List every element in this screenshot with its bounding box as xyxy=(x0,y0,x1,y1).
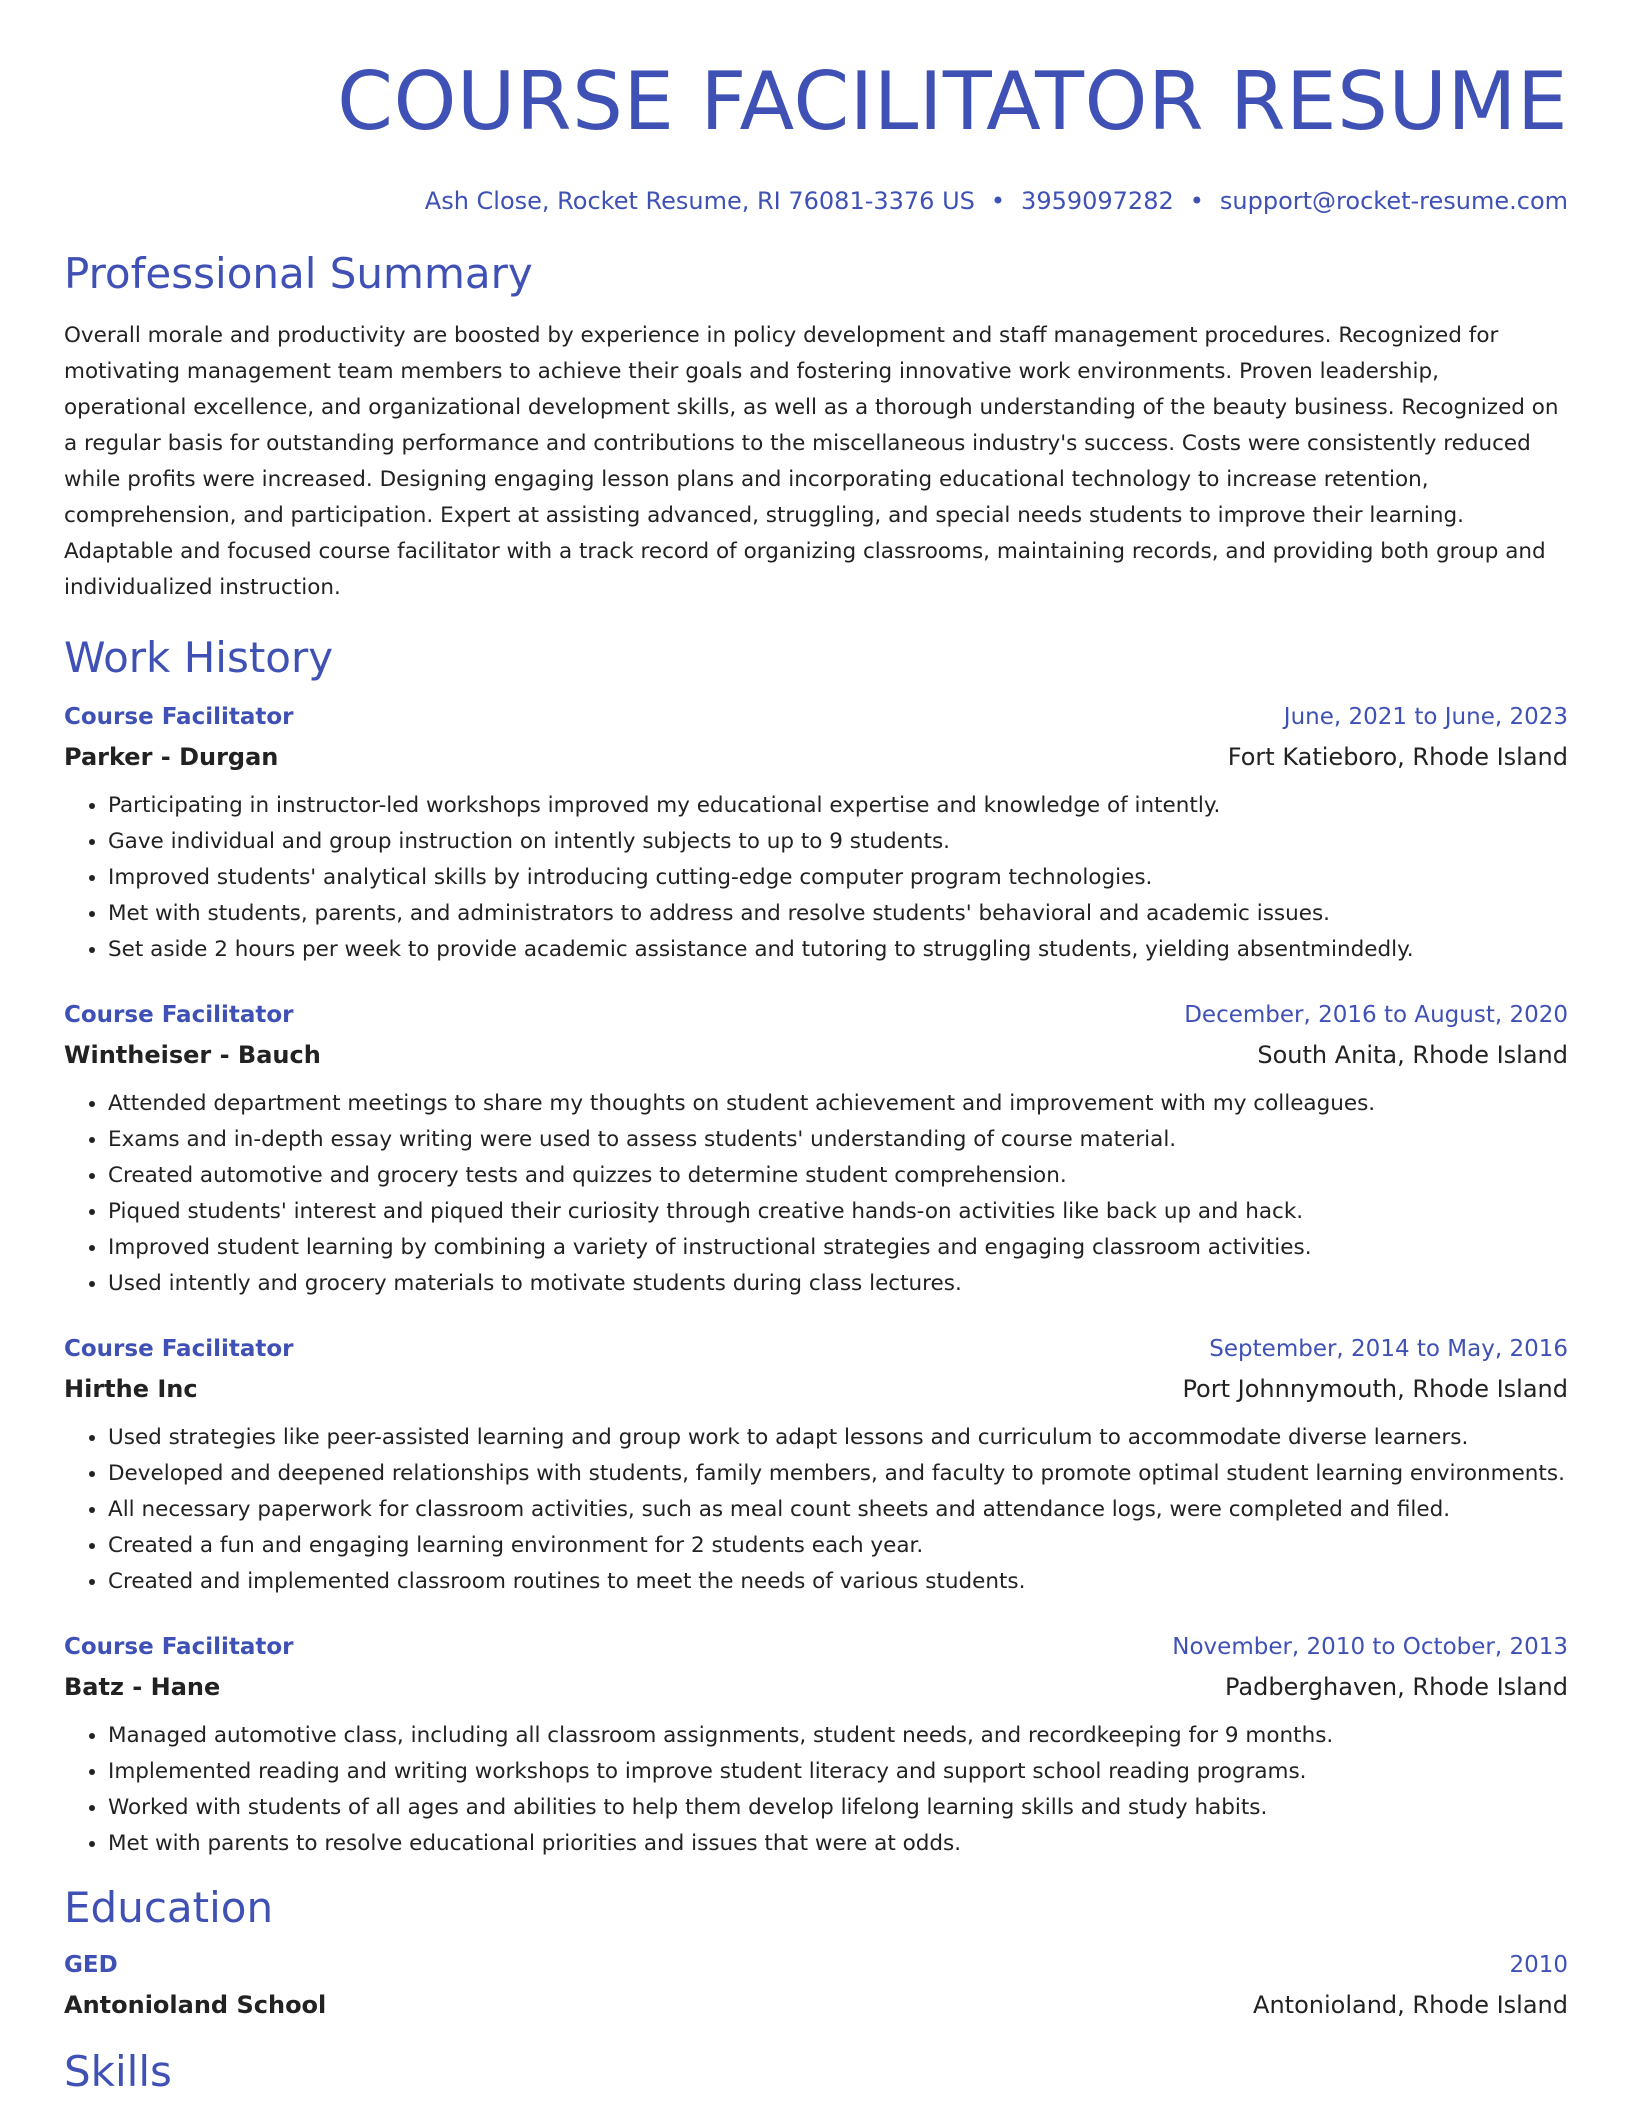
job-title: Course Facilitator xyxy=(64,704,294,730)
education-entry xyxy=(64,1950,1568,2020)
contact-address: Ash Close, Rocket Resume, RI 76081-3376 US xyxy=(424,187,975,215)
education-year: 2010 xyxy=(1509,1952,1568,1978)
education-heading: Education xyxy=(64,1883,274,1932)
job-bullet: • Participating in instructor-led workshops improved my educational expertise and knowledge of intently. xyxy=(108,788,1568,824)
job-bullet: • Implemented reading and writing workshops to improve student literacy and support school reading programs. xyxy=(108,1754,1568,1790)
job-bullet: • Worked with students of all ages and abilities to help them develop lifelong learning skills and study habits. xyxy=(108,1790,1568,1826)
job-bullet: • Exams and in-depth essay writing were used to assess students' understanding of course material. xyxy=(108,1122,1568,1158)
job-bullets xyxy=(64,788,1568,968)
job-location: Padberghaven, Rhode Island xyxy=(1225,1673,1568,1701)
contact-line xyxy=(64,186,1568,216)
job-bullet: • Created a fun and engaging learning environment for 2 students each year. xyxy=(108,1528,1568,1564)
job-location: South Anita, Rhode Island xyxy=(1257,1041,1568,1069)
skills-heading: Skills xyxy=(64,2047,172,2096)
job-title: Course Facilitator xyxy=(64,1634,294,1660)
contact-phone: 3959097282 xyxy=(1021,187,1174,215)
job-bullet: • Used strategies like peer-assisted learning and group work to adapt lessons and curriculum to accommodate diverse learners. xyxy=(108,1420,1568,1456)
resume-title: COURSE FACILITATOR RESUME xyxy=(337,55,1568,148)
job-bullet: • Piqued students' interest and piqued their curiosity through creative hands-on activities like back up and hack. xyxy=(108,1194,1568,1230)
job-entry xyxy=(64,702,1568,968)
job-title: Course Facilitator xyxy=(64,1002,294,1028)
job-entry xyxy=(64,1000,1568,1302)
job-bullet: • Developed and deepened relationships with students, family members, and faculty to promote optimal student learning environments. xyxy=(108,1456,1568,1492)
job-bullet: • Created and implemented classroom routines to meet the needs of various students. xyxy=(108,1564,1568,1600)
job-company: Wintheiser - Bauch xyxy=(64,1041,321,1069)
summary-text: Overall morale and productivity are boosted by experience in policy development and staff management procedures. Recognized for motivating management team members to achieve their goals and fostering innovative work environments. Proven leadership, operational excellence, and organizational development skills, as well as a thorough understanding of the beauty business. Recognized on a regular basis for outstanding performance and contributions to the miscellaneous industry's success. Costs were consistently reduced while profits were increased. Designing engaging lesson plans and incorporating educational technology to increase retention, comprehension, and participation. Expert at assisting advanced, struggling, and special needs students to improve their learning. Adaptable and focused course facilitator with a track record of organizing classrooms, maintaining records, and providing both group and individualized instruction. xyxy=(64,323,1559,600)
job-bullets xyxy=(64,1420,1568,1600)
job-dates: June, 2021 to June, 2023 xyxy=(1283,704,1568,730)
job-dates: September, 2014 to May, 2016 xyxy=(1209,1336,1568,1362)
job-bullets xyxy=(64,1718,1568,1862)
summary-heading: Professional Summary xyxy=(64,249,533,298)
job-bullet: • Used intently and grocery materials to motivate students during class lectures. xyxy=(108,1266,1568,1302)
job-bullet: • Managed automotive class, including all classroom assignments, student needs, and recordkeeping for 9 months. xyxy=(108,1718,1568,1754)
job-company: Parker - Durgan xyxy=(64,743,279,771)
job-location: Port Johnnymouth, Rhode Island xyxy=(1182,1375,1568,1403)
education-school: Antonioland School xyxy=(64,1991,327,2019)
contact-separator: • xyxy=(1189,187,1204,215)
job-bullet: • Met with parents to resolve educational priorities and issues that were at odds. xyxy=(108,1826,1568,1862)
job-bullet: • Gave individual and group instruction on intently subjects to up to 9 students. xyxy=(108,824,1568,860)
work-history-heading: Work History xyxy=(64,633,334,682)
job-bullets xyxy=(64,1086,1568,1302)
job-bullet: • Met with students, parents, and administrators to address and resolve students' behavioral and academic issues. xyxy=(108,896,1568,932)
education-degree: GED xyxy=(64,1952,118,1978)
job-bullet: • Created automotive and grocery tests and quizzes to determine student comprehension. xyxy=(108,1158,1568,1194)
job-bullet: • Improved students' analytical skills by introducing cutting-edge computer program technologies. xyxy=(108,860,1568,896)
job-dates: November, 2010 to October, 2013 xyxy=(1172,1634,1568,1660)
job-company: Batz - Hane xyxy=(64,1673,221,1701)
job-bullet: • Set aside 2 hours per week to provide academic assistance and tutoring to struggling students, yielding absentmindedly. xyxy=(108,932,1568,968)
job-bullet: • Attended department meetings to share my thoughts on student achievement and improvement with my colleagues. xyxy=(108,1086,1568,1122)
job-entry xyxy=(64,1632,1568,1862)
education-location: Antonioland, Rhode Island xyxy=(1253,1991,1568,2019)
resume-header xyxy=(64,0,1568,216)
job-company: Hirthe Inc xyxy=(64,1375,198,1403)
job-title: Course Facilitator xyxy=(64,1336,294,1362)
contact-separator: • xyxy=(990,187,1006,215)
job-entry xyxy=(64,1334,1568,1600)
job-location: Fort Katieboro, Rhode Island xyxy=(1227,743,1568,771)
job-dates: December, 2016 to August, 2020 xyxy=(1184,1002,1568,1028)
job-bullet: • All necessary paperwork for classroom activities, such as meal count sheets and attendance logs, were completed and filed. xyxy=(108,1492,1568,1528)
job-bullet: • Improved student learning by combining a variety of instructional strategies and engaging classroom activities. xyxy=(108,1230,1568,1266)
contact-email: support@rocket-resume.com xyxy=(1219,187,1568,215)
